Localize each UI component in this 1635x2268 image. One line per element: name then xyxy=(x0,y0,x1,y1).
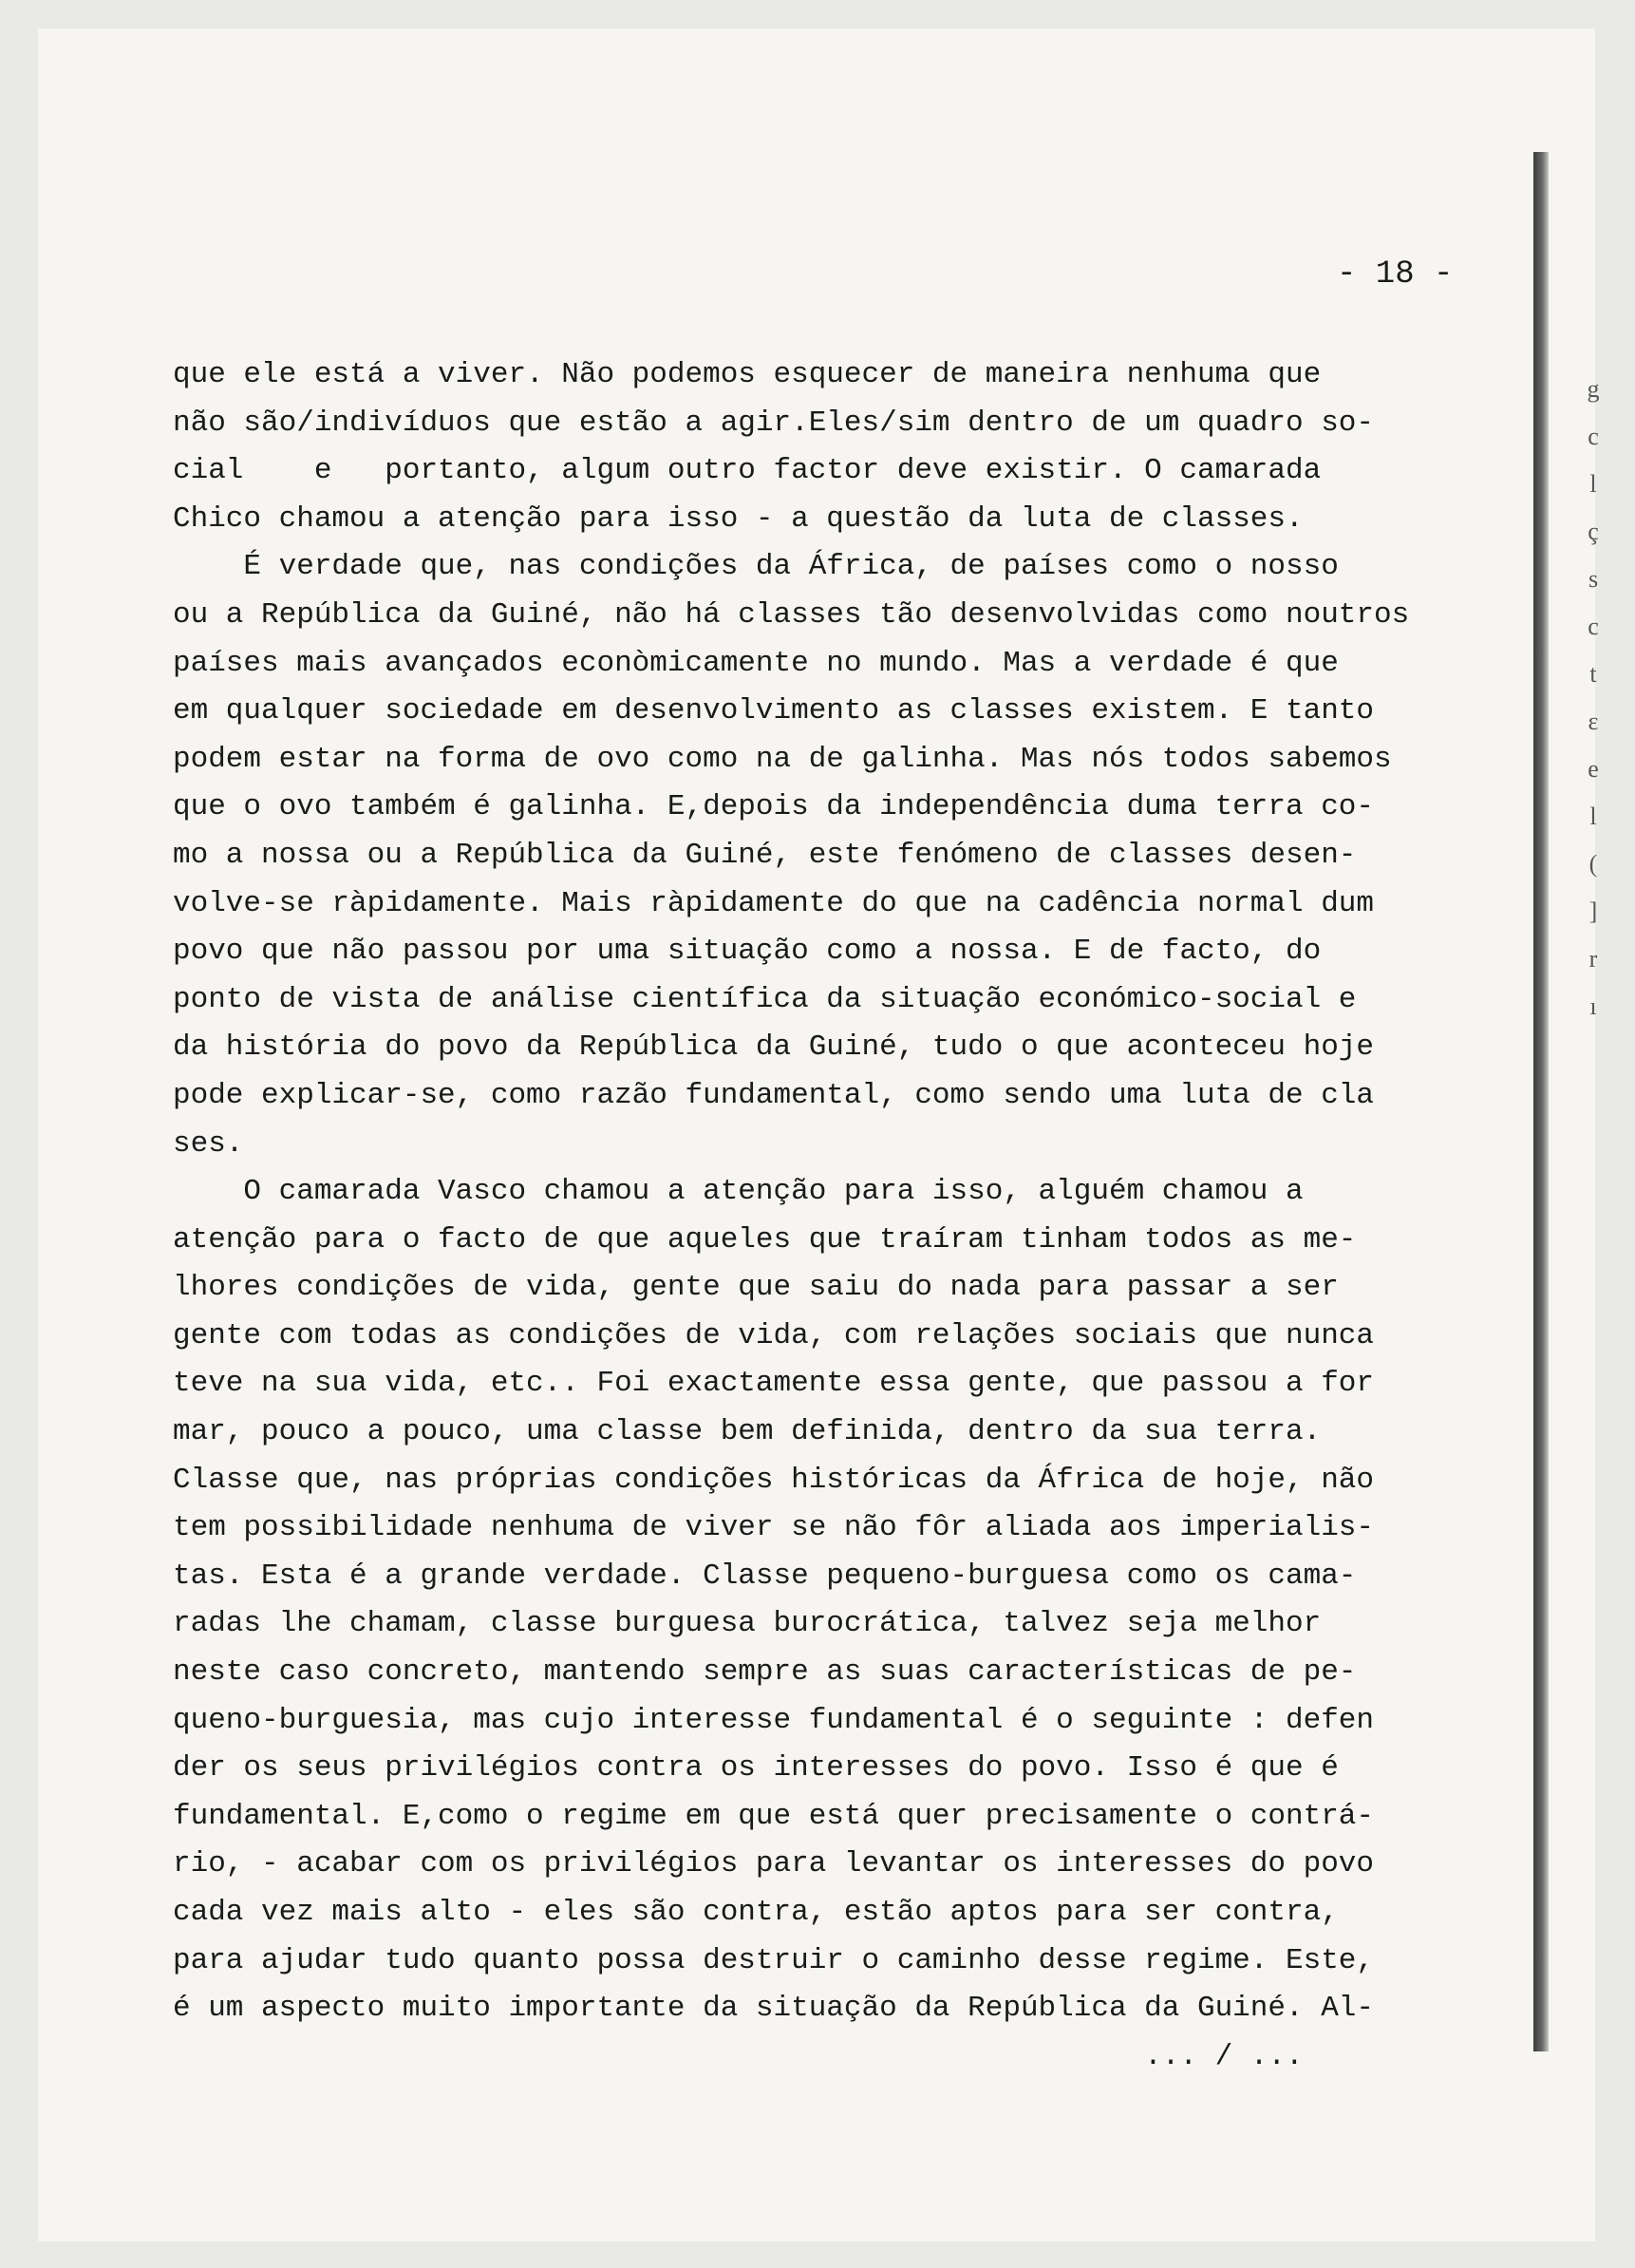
text-line: lhores condições de vida, gente que saiu do nada para passar a ser xyxy=(173,1271,1339,1305)
text-line: é um aspecto muito importante da situação da República da Guiné. Al- xyxy=(173,1992,1375,2026)
text-line: ou a República da Guiné, não há classes tão desenvolvidas como noutros xyxy=(173,597,1410,632)
text-line: rio, - acabar com os privilégios para levantar os interesses do povo xyxy=(173,1847,1375,1881)
margin-mark: l xyxy=(1589,803,1597,830)
text-line: podem estar na forma de ovo como na de galinha. Mas nós todos sabemos xyxy=(173,742,1392,776)
page-number: - 18 - xyxy=(1337,256,1454,293)
margin-mark: e xyxy=(1588,755,1599,783)
text-line: pode explicar-se, como razão fundamental, como sendo uma luta de cla xyxy=(173,1078,1375,1112)
margin-mark: ç xyxy=(1588,518,1599,545)
text-line: O camarada Vasco chamou a atenção para isso, alguém chamou a xyxy=(173,1175,1304,1209)
text-line: gente com todas as condições de vida, com relações sociais que nunca xyxy=(173,1318,1375,1352)
margin-mark: ] xyxy=(1588,898,1598,925)
margin-mark: ɛ xyxy=(1588,708,1599,735)
text-line: tas. Esta é a grande verdade. Classe pequeno-burguesa como os cama- xyxy=(173,1559,1357,1593)
text-line: para ajudar tudo quanto possa destruir o caminho desse regime. Este, xyxy=(173,1943,1375,1977)
text-line: países mais avançados econòmicamente no mundo. Mas a verdade é que xyxy=(173,646,1339,680)
text-line: da história do povo da República da Guiné, tudo o que aconteceu hoje xyxy=(173,1030,1375,1065)
text-line: Classe que, nas próprias condições históricas da África de hoje, não xyxy=(173,1463,1375,1497)
text-line: radas lhe chamam, classe burguesa burocrática, talvez seja melhor xyxy=(173,1607,1322,1641)
text-line: teve na sua vida, etc.. Foi exactamente essa gente, que passou a for xyxy=(173,1367,1375,1401)
text-line: atenção para o facto de que aqueles que traíram tinham todos as me- xyxy=(173,1222,1357,1257)
margin-mark: c xyxy=(1588,423,1599,450)
typed-text-body xyxy=(173,351,1521,2081)
text-line: queno-burguesia, mas cujo interesse fundamental é o seguinte : defen xyxy=(173,1703,1375,1737)
text-line: der os seus privilégios contra os interesses do povo. Isso é que é xyxy=(173,1751,1339,1786)
binding-edge xyxy=(1533,152,1549,2051)
text-line: tem possibilidade nenhuma de viver se não fôr aliada aos imperialis- xyxy=(173,1511,1375,1545)
margin-mark: g xyxy=(1587,375,1600,403)
margin-mark: r xyxy=(1588,945,1598,973)
text-line: ponto de vista de análise científica da situação económico-social e xyxy=(173,982,1357,1016)
text-line: que o ovo também é galinha. E,depois da independência duma terra co- xyxy=(173,790,1375,824)
margin-mark: c xyxy=(1588,613,1599,640)
text-line: em qualquer sociedade em desenvolvimento as classes existem. E tanto xyxy=(173,694,1375,728)
text-line: É verdade que, nas condições da África, de países como o nosso xyxy=(173,550,1339,584)
margin-mark: s xyxy=(1588,565,1599,593)
margin-mark: ( xyxy=(1588,850,1598,878)
text-line: que ele está a viver. Não podemos esquecer de maneira nenhuma que xyxy=(173,358,1322,391)
margin-mark: l xyxy=(1589,470,1597,498)
text-line: mar, pouco a pouco, uma classe bem definida, dentro da sua terra. xyxy=(173,1415,1322,1449)
text-line: ... / ... xyxy=(173,2039,1304,2073)
text-line: fundamental. E,como o regime em que está quer precisamente o contrá- xyxy=(173,1799,1375,1833)
text-line: cada vez mais alto - eles são contra, estão aptos para ser contra, xyxy=(173,1896,1339,1929)
text-line: Chico chamou a atenção para isso - a questão da luta de classes. xyxy=(173,501,1304,536)
text-line: mo a nossa ou a República da Guiné, este fenómeno de classes desen- xyxy=(173,838,1357,872)
margin-bleed-through-letters xyxy=(1579,366,1607,1030)
text-line: não são/indivíduos que estão a agir.Eles/sim dentro de um quadro so- xyxy=(173,406,1375,440)
text-line: volve-se ràpidamente. Mais ràpidamente do que na cadência normal dum xyxy=(173,886,1375,920)
margin-mark: t xyxy=(1589,660,1597,688)
text-line: cial e portanto, algum outro factor deve existir. O camarada xyxy=(173,454,1322,488)
text-line: neste caso concreto, mantendo sempre as suas características de pe- xyxy=(173,1655,1357,1690)
margin-mark: ı xyxy=(1589,992,1597,1020)
text-line: povo que não passou por uma situação como a nossa. E de facto, do xyxy=(173,935,1322,969)
text-line: ses. xyxy=(173,1126,244,1161)
